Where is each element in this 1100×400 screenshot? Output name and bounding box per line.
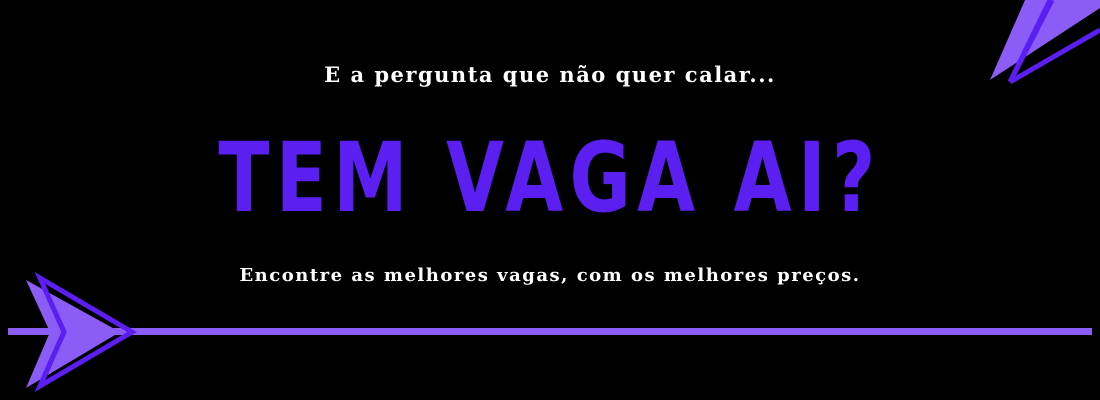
headline: TEM VAGA AI? bbox=[218, 122, 882, 234]
arrow-tip-icon bbox=[980, 0, 1100, 90]
subline: Encontre as melhores vagas, com os melhores preços. bbox=[239, 265, 861, 286]
arrow-right-icon bbox=[0, 270, 1100, 400]
tagline: E a pergunta que não quer calar... bbox=[324, 62, 776, 87]
